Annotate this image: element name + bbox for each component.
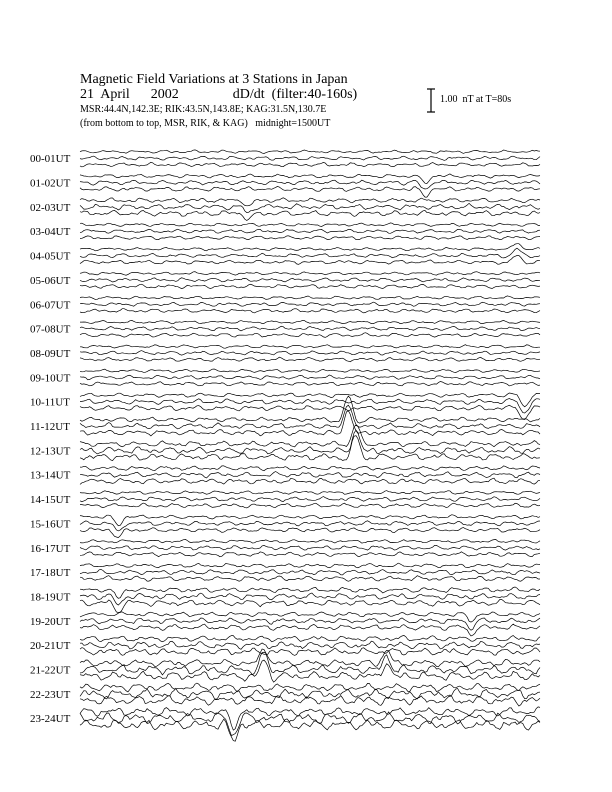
trace-rik <box>80 351 540 356</box>
trace-msr <box>80 600 540 613</box>
trace-msr <box>80 309 540 313</box>
trace-rik <box>80 180 540 189</box>
trace-rik <box>80 472 540 479</box>
trace-msr <box>80 236 540 240</box>
trace-msr <box>80 719 540 741</box>
trace-kag <box>80 563 540 568</box>
station-coordinates: MSR:44.4N,142.3E; RIK:43.5N,143.8E; KAG:31.5N,130.7E <box>80 104 327 115</box>
hour-label: 16-17UT <box>30 542 71 555</box>
trace-kag <box>80 635 540 641</box>
trace-kag <box>80 539 540 543</box>
trace-rik <box>80 593 540 605</box>
hour-label: 09-10UT <box>30 372 71 385</box>
trace-msr <box>80 186 540 197</box>
hour-label: 19-20UT <box>30 615 71 628</box>
trace-kag <box>80 369 540 373</box>
trace-kag <box>80 272 540 276</box>
hour-label: 10-11UT <box>30 396 70 409</box>
hour-label: 00-01UT <box>30 153 71 166</box>
trace-msr <box>80 382 540 386</box>
trace-kag <box>80 198 540 206</box>
trace-msr <box>80 405 540 419</box>
hour-label: 11-12UT <box>30 421 70 434</box>
hour-label: 21-22UT <box>30 664 71 677</box>
hour-label: 17-18UT <box>30 567 71 580</box>
trace-kag <box>80 174 540 184</box>
trace-rik <box>80 156 540 160</box>
trace-msr <box>80 333 540 338</box>
trace-kag <box>80 649 540 667</box>
trace-kag <box>80 150 540 154</box>
trace-msr <box>80 528 540 538</box>
trace-msr <box>80 357 540 362</box>
trace-kag <box>80 320 540 323</box>
trace-rik <box>80 545 540 550</box>
station-order-note: (from bottom to top, MSR, RIK, & KAG) midnight=1500UT <box>80 118 331 129</box>
trace-kag <box>80 466 540 471</box>
date-label: 21 April 2002 <box>80 87 179 102</box>
trace-rik <box>80 712 540 736</box>
trace-rik <box>80 399 540 414</box>
trace-kag <box>80 223 540 227</box>
hour-label: 01-02UT <box>30 177 71 190</box>
trace-rik <box>80 375 540 380</box>
hour-label: 05-06UT <box>30 274 71 287</box>
hour-label: 18-19UT <box>30 591 71 604</box>
hour-label: 23-24UT <box>30 713 71 726</box>
trace-msr <box>80 503 540 508</box>
hour-label: 07-08UT <box>30 323 71 336</box>
trace-kag <box>80 244 540 251</box>
trace-rik <box>80 326 540 331</box>
hour-label: 13-14UT <box>30 469 71 482</box>
trace-msr <box>80 436 540 461</box>
hour-label: 06-07UT <box>30 299 71 312</box>
quantity-label: dD/dt (filter:40-160s) <box>232 87 358 102</box>
page-title: Magnetic Field Variations at 3 Stations in Japan <box>80 72 348 87</box>
trace-kag <box>80 515 540 526</box>
trace-rik <box>80 203 540 212</box>
hour-label: 15-16UT <box>30 518 71 531</box>
trace-rik <box>80 570 540 575</box>
trace-msr <box>80 162 540 167</box>
trace-msr <box>80 552 540 557</box>
trace-rik <box>80 229 540 233</box>
hour-label: 20-21UT <box>30 640 71 653</box>
trace-rik <box>80 618 540 630</box>
trace-kag <box>80 296 540 300</box>
trace-msr <box>80 411 540 436</box>
trace-msr <box>80 695 540 706</box>
trace-rik <box>80 302 540 306</box>
trace-msr <box>80 648 540 656</box>
hour-label: 22-23UT <box>30 688 71 701</box>
trace-rik <box>80 688 540 699</box>
trace-msr <box>80 576 540 582</box>
trace-kag <box>80 345 540 349</box>
trace-rik <box>80 497 540 502</box>
trace-kag <box>80 612 540 622</box>
trace-kag <box>80 683 540 692</box>
hour-label: 08-09UT <box>30 347 71 360</box>
hour-label: 12-13UT <box>30 445 71 458</box>
trace-msr <box>80 210 540 220</box>
scale-label: 1.00 nT at T=80s <box>440 94 512 105</box>
hour-label: 03-04UT <box>30 226 71 239</box>
trace-rik <box>80 278 540 282</box>
trace-msr <box>80 284 540 288</box>
trace-msr <box>80 256 540 265</box>
trace-msr <box>80 478 540 484</box>
trace-kag <box>80 491 540 495</box>
hour-label: 14-15UT <box>30 494 71 507</box>
trace-rik <box>80 641 540 649</box>
trace-kag <box>80 393 540 407</box>
hour-label: 02-03UT <box>30 201 71 214</box>
hour-label: 04-05UT <box>30 250 71 263</box>
